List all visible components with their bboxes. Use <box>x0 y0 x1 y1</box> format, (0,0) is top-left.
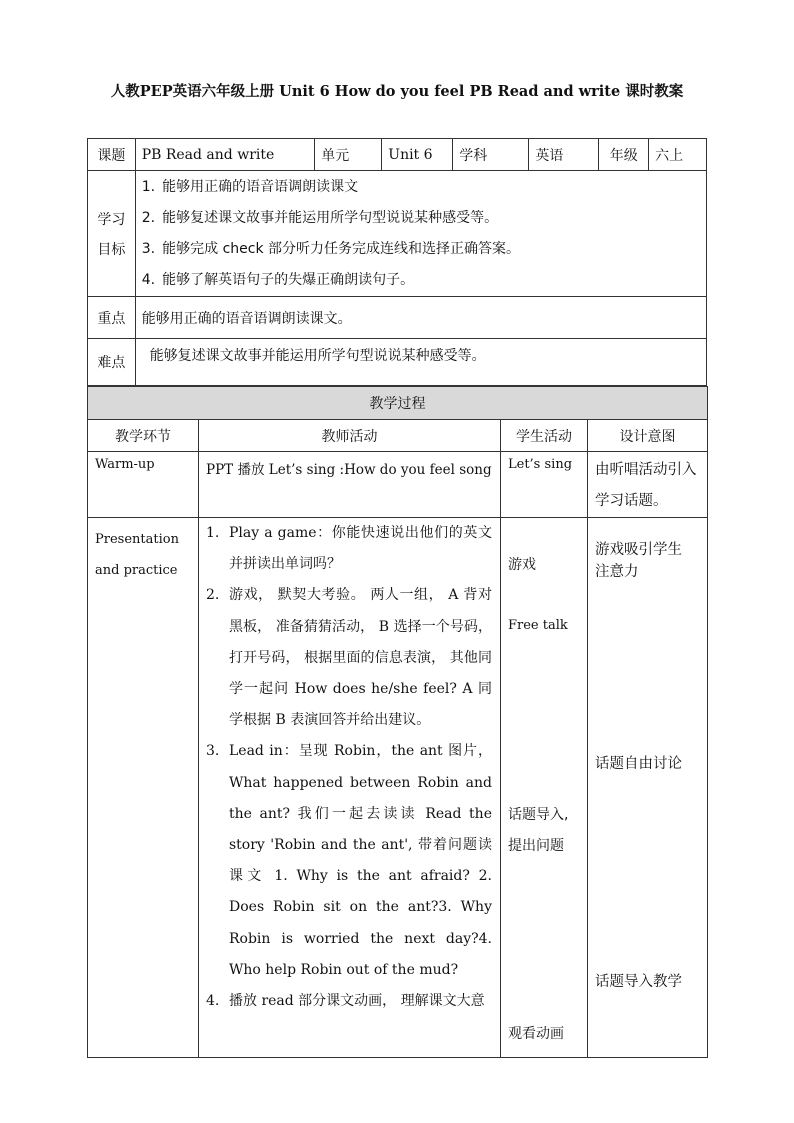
process-header: 教学过程 <box>88 387 708 420</box>
lesson-info-table <box>87 138 707 386</box>
goal-item: 3. 能够完成 check 部分听力任务完成连线和选择正确答案。 <box>141 240 521 257</box>
warmup-stage: Warm-up <box>88 452 199 518</box>
subject-label: 学科 <box>453 139 529 171</box>
grade-label: 年级 <box>599 139 649 171</box>
difficulty-text: 能够复述课文故事并能运用所学句型说说某种感受等。 <box>135 339 706 386</box>
intent-text: 注意力 <box>595 564 639 580</box>
intent-text: 话题导入教学 <box>595 974 682 990</box>
student-activity: 游戏 <box>508 557 536 573</box>
warmup-teacher: PPT 播放 Let’s sing :How do you feel song <box>199 452 501 518</box>
subject-value: 英语 <box>529 139 599 171</box>
key-point-text: 能够用正确的语音语调朗读课文。 <box>135 297 706 339</box>
student-activity: 话题导入, <box>508 807 569 823</box>
document-title: 人教PEP英语六年级上册 Unit 6 How do you feel PB Read and write 课时教案 <box>110 83 684 100</box>
col-teacher-header: 教师活动 <box>199 420 501 452</box>
col-student-header: 学生活动 <box>501 420 588 452</box>
presentation-teacher <box>199 518 501 1058</box>
presentation-stage: Presentation and practice <box>88 518 199 1058</box>
key-point-label: 重点 <box>88 297 136 339</box>
grade-value: 六上 <box>649 139 707 171</box>
procedure-step: 2. 游戏， 默契大考验。 两人一组， A 背对黑板， 准备猜猜活动， B 选择一个号码， 打开号码， 根据里面的信息表演， 其他同学一起问 How does he/she feel? A 同学根据 B 表演回答并给出建议。 <box>206 587 492 729</box>
col-stage-header: 教学环节 <box>88 420 199 452</box>
student-activity: Free talk <box>508 618 568 633</box>
procedure-step: 1. Play a game：你能快速说出他们的英文并拼读出单词吗？ <box>206 525 492 573</box>
procedure-step: 4. 播放 read 部分课文动画， 理解课文大意 <box>206 993 485 1010</box>
goal-item: 2. 能够复述课文故事并能运用所学句型说说某种感受等。 <box>141 209 499 226</box>
intent-text: 游戏吸引学生 <box>595 542 682 558</box>
warmup-intent: 由听唱活动引入学习话题。 <box>588 452 708 518</box>
goal-item: 1. 能够用正确的语音语调朗读课文 <box>141 178 359 195</box>
unit-value: Unit 6 <box>382 139 453 171</box>
difficulty-label: 难点 <box>88 339 136 386</box>
student-activity: 提出问题 <box>508 838 564 854</box>
col-intent-header: 设计意图 <box>588 420 708 452</box>
warmup-student: Let’s sing <box>501 452 588 518</box>
goals-label: 学习 目标 <box>88 171 136 297</box>
teaching-process-table <box>87 386 708 1058</box>
procedure-step: 3. Lead in：呈现 Robin，the ant 图片，What happened between Robin and the ant? 我们一起去读读 Read the story 'Robin and the ant', 带着问题读课文 1. Why is the ant afraid? 2. Does Robin sit on the ant?3. Why Robin is worried the next day?4. Who help Robin out of the mud? <box>206 743 492 978</box>
topic-label: 课题 <box>88 139 136 171</box>
goals-list <box>135 171 706 297</box>
goal-item: 4. 能够了解英语句子的失爆正确朗读句子。 <box>141 271 415 288</box>
unit-label: 单元 <box>315 139 382 171</box>
presentation-student <box>501 518 588 1058</box>
topic-value: PB Read and write <box>135 139 315 171</box>
intent-text: 话题自由讨论 <box>595 756 682 772</box>
student-activity: 观看动画 <box>508 1026 564 1042</box>
presentation-intent <box>588 518 708 1058</box>
